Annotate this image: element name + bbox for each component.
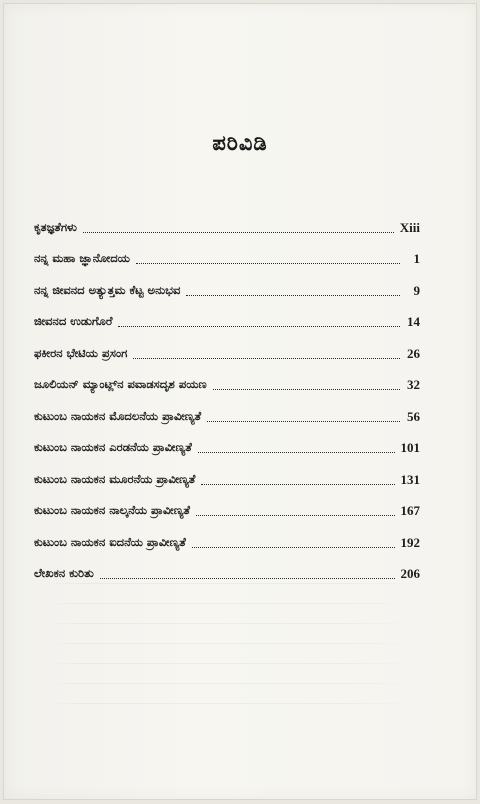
toc-entry-title: ನನ್ನ ಜೀವನದ ಅತ್ಯುತ್ತಮ ಕೆಟ್ಟ ಅನುಭವ xyxy=(34,282,181,297)
toc-entry xyxy=(34,237,420,269)
toc-entry xyxy=(34,520,420,552)
toc-entry-title: ನನ್ನ ಮಹಾ ಜ್ಞಾನೋದಯ xyxy=(34,251,130,265)
toc-entry xyxy=(34,300,420,332)
toc-entry-title: ಜೂಲಿಯನ್ ಮ್ಯಾಂಟ್ಲ್‌ನ ಪವಾಡಸದೃಶ ಪಯಣ xyxy=(34,377,207,391)
dot-leader xyxy=(83,232,394,233)
show-through-texture xyxy=(43,583,423,723)
toc-entry-title: ಕುಟುಂಬ ನಾಯಕನ ಐದನೆಯ ಪ್ರಾವೀಣ್ಯತೆ xyxy=(34,534,186,549)
toc-entry-page: 192 xyxy=(400,534,420,550)
toc-entry xyxy=(34,205,420,237)
toc-entry-page: 167 xyxy=(400,503,420,518)
toc-entry-page: 131 xyxy=(400,471,420,487)
toc-entry-page: 32 xyxy=(407,377,420,392)
toc-entry-page: 9 xyxy=(413,282,420,298)
dot-leader xyxy=(207,421,400,422)
toc-entry xyxy=(34,268,420,300)
toc-entry xyxy=(34,331,420,363)
toc-entry xyxy=(34,363,420,395)
book-page xyxy=(3,3,477,800)
dot-leader xyxy=(201,484,394,485)
toc-entry-title: ಕೃತಜ್ಞತೆಗಳು xyxy=(34,219,77,234)
dot-leader xyxy=(192,547,395,548)
dot-leader xyxy=(213,389,400,390)
toc-entry-title: ಲೇಖಕನ ಕುರಿತು xyxy=(34,566,94,580)
dot-leader xyxy=(118,326,400,327)
toc-entry xyxy=(34,457,420,489)
toc-entry-title: ಕುಟುಂಬ ನಾಯಕನ ಮೂರನೆಯ ಪ್ರಾವೀಣ್ಯತೆ xyxy=(34,471,196,486)
dot-leader xyxy=(100,578,395,579)
texture-line xyxy=(43,583,423,584)
dot-leader xyxy=(198,452,395,453)
page-title: ಪರಿವಿಡಿ xyxy=(212,131,268,155)
toc-entry-page: Xiii xyxy=(399,219,420,235)
toc-entry-page: 14 xyxy=(407,314,420,329)
texture-line xyxy=(43,683,423,684)
toc-entry xyxy=(34,394,420,426)
toc-entry-title: ಜೀವನದ ಉಡುಗೊರೆ xyxy=(34,314,113,328)
toc-entry-page: 206 xyxy=(400,566,420,581)
toc-entry-title: ಕುಟುಂಬ ನಾಯಕನ ಮೊದಲನೆಯ ಪ್ರಾವೀಣ್ಯತೆ xyxy=(34,408,202,423)
toc-entry-page: 56 xyxy=(407,408,420,424)
toc-entry xyxy=(34,489,420,521)
table-of-contents xyxy=(34,205,420,583)
texture-line xyxy=(43,643,423,644)
toc-entry-page: 1 xyxy=(413,251,420,266)
texture-line xyxy=(43,663,423,664)
toc-entry-title: ಫಕೀರನ ಭೇಟಿಯ ಪ್ರಸಂಗ xyxy=(34,345,128,360)
toc-entry-title: ಕುಟುಂಬ ನಾಯಕನ ನಾಲ್ಕನೆಯ ಪ್ರಾವೀಣ್ಯತೆ xyxy=(34,503,190,517)
toc-entry xyxy=(34,426,420,458)
toc-entry xyxy=(34,552,420,584)
dot-leader xyxy=(133,358,400,359)
toc-entry-page: 26 xyxy=(407,345,420,361)
texture-line xyxy=(43,623,423,624)
texture-line xyxy=(43,603,423,604)
toc-entry-title: ಕುಟುಂಬ ನಾಯಕನ ಎರಡನೆಯ ಪ್ರಾವೀಣ್ಯತೆ xyxy=(34,440,192,454)
toc-entry-page: 101 xyxy=(400,440,420,455)
dot-leader xyxy=(136,263,400,264)
dot-leader xyxy=(186,295,400,296)
texture-line xyxy=(43,703,423,704)
dot-leader xyxy=(196,515,395,516)
